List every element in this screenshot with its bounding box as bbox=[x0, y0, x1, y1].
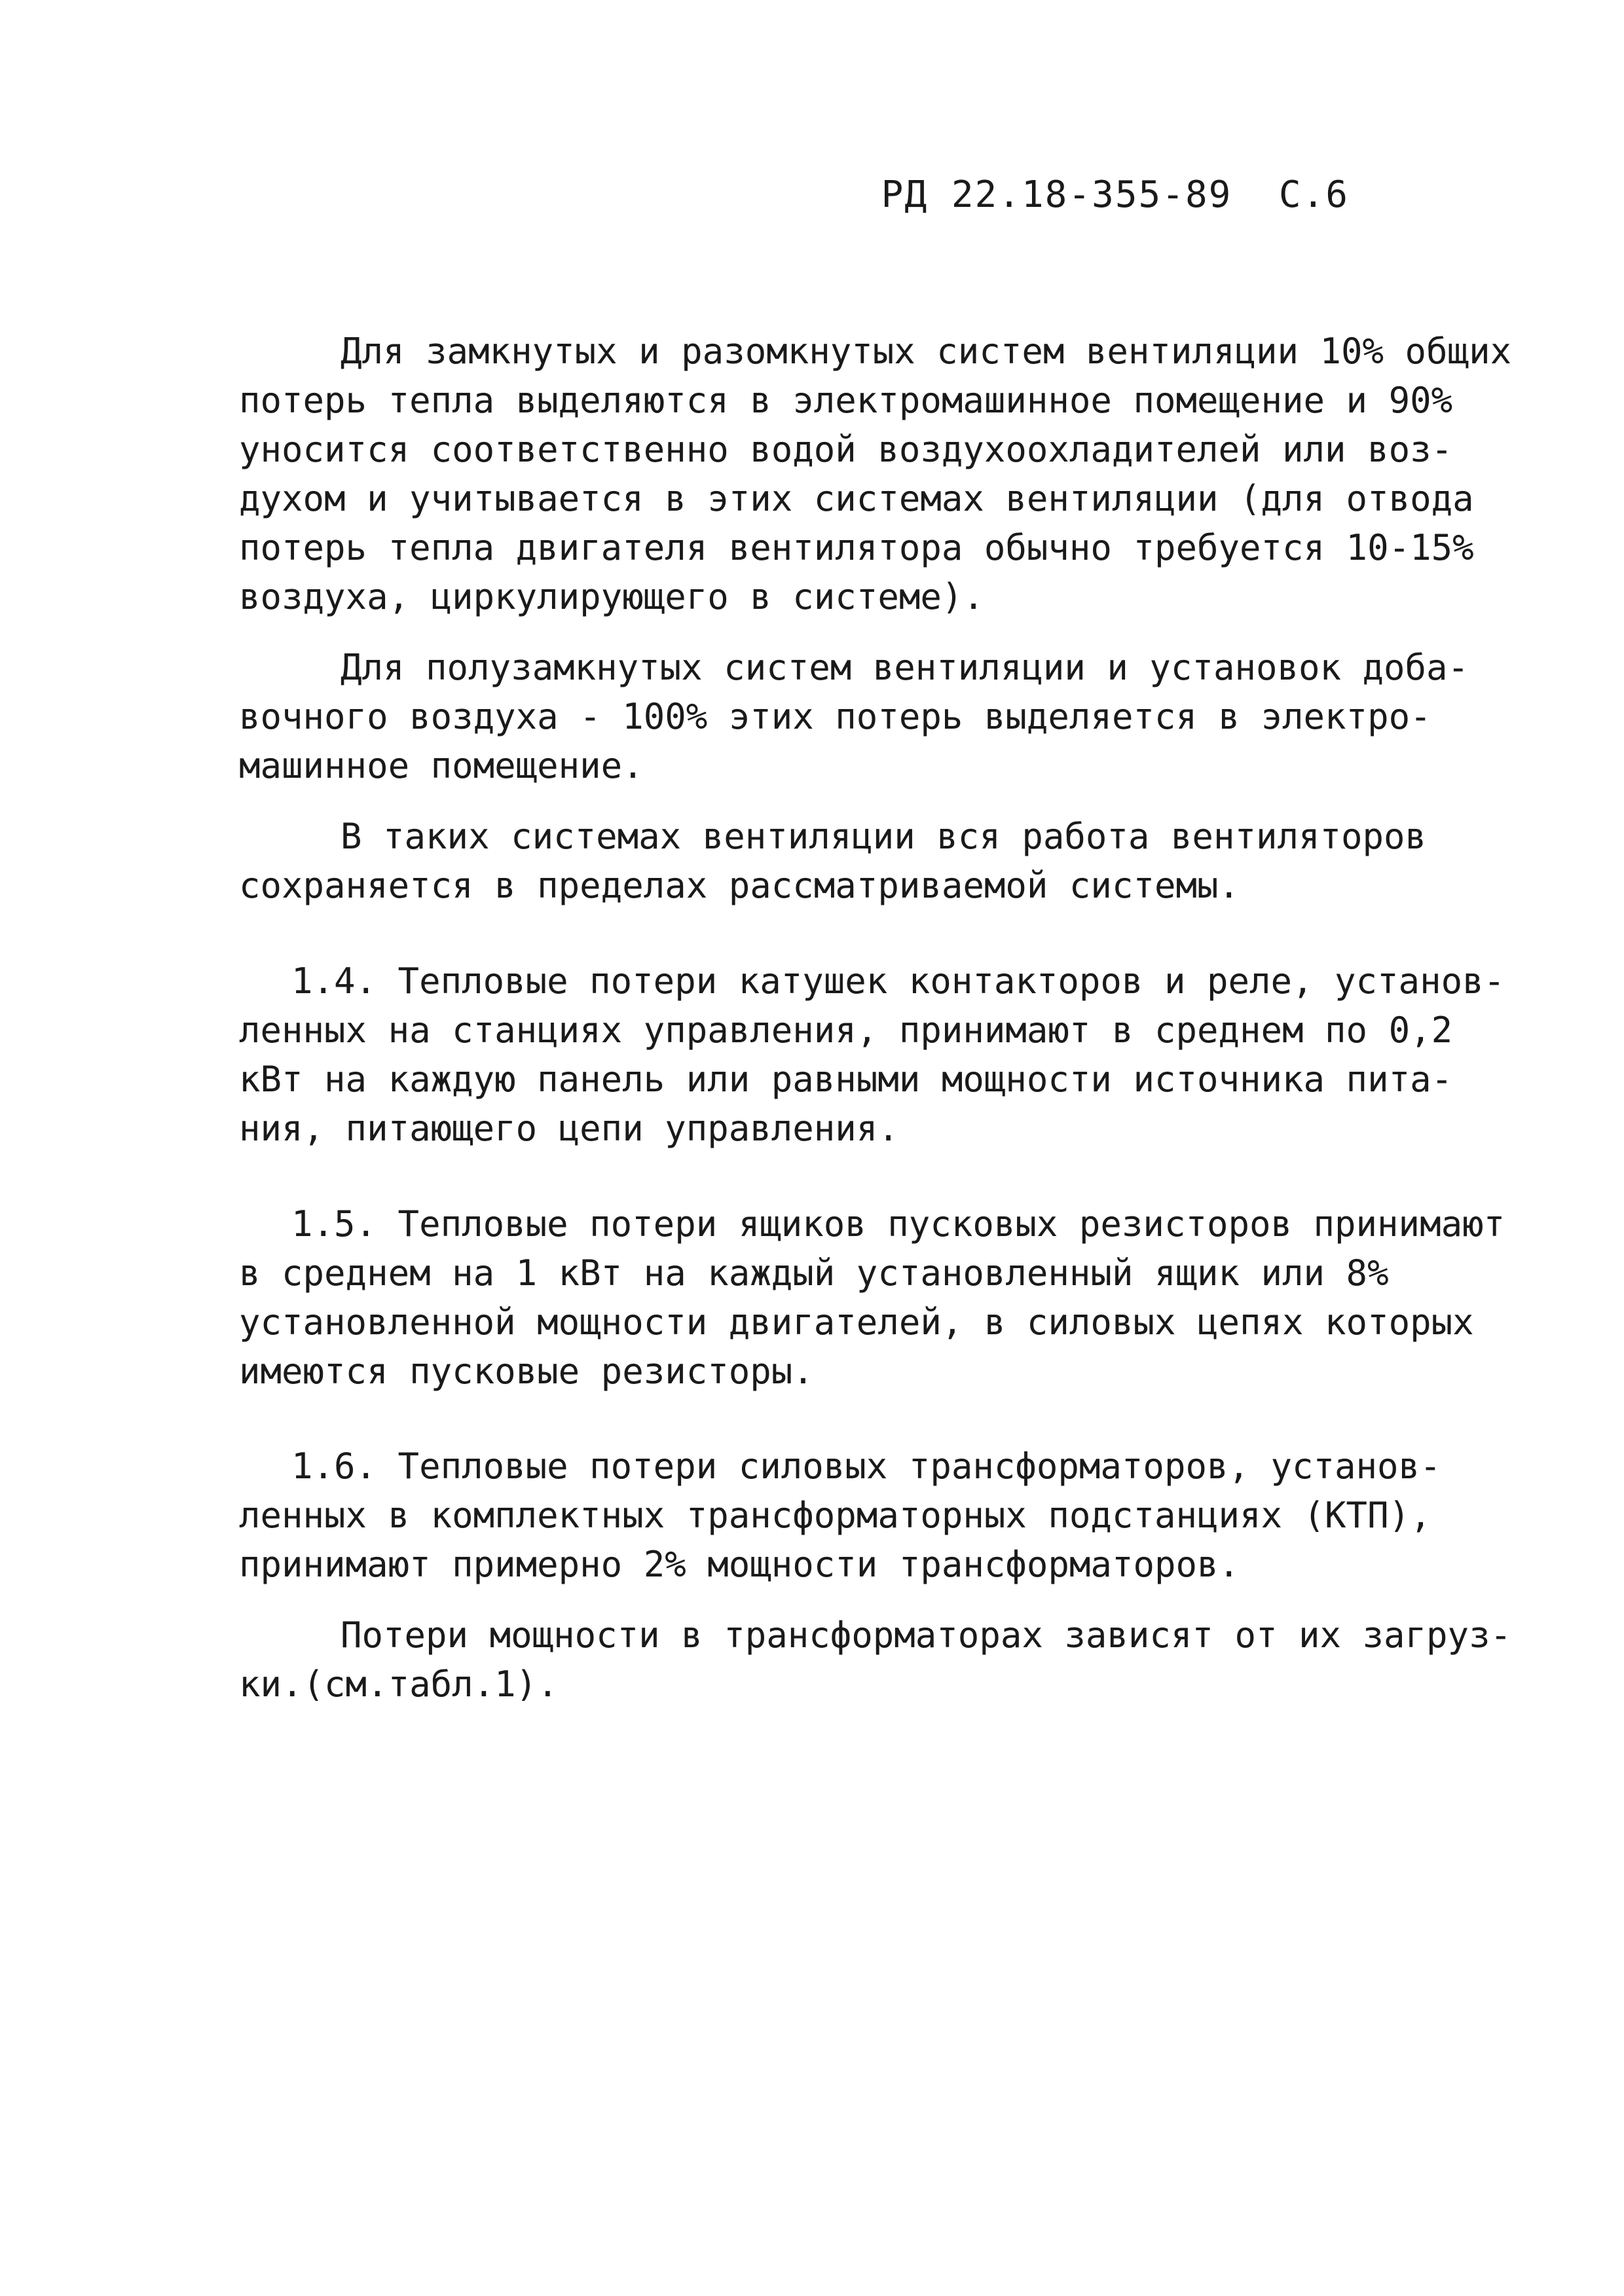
paragraph-line: ки.(см.табл.1). bbox=[239, 1664, 559, 1705]
paragraph-line: духом и учитывается в этих системах вентиляции (для отвода bbox=[239, 478, 1474, 519]
paragraph-line: Потери мощности в трансформаторах зависят от их загруз- bbox=[341, 1614, 1512, 1656]
paragraph-line: потерь тепла выделяются в электромашинное помещение и 90% bbox=[239, 380, 1453, 421]
paragraph-line: Для замкнутых и разомкнутых систем вентиляции 10% общих bbox=[341, 331, 1512, 372]
paragraph-line: в среднем на 1 кВт на каждый установленный ящик или 8% bbox=[239, 1252, 1389, 1294]
section-1-4-line: 1.4. Тепловые потери катушек контакторов и реле, установ- bbox=[291, 960, 1505, 1002]
paragraph-line: сохраняется в пределах рассматриваемой системы. bbox=[239, 865, 1240, 906]
page-header bbox=[881, 173, 1349, 216]
paragraph-line: установленной мощности двигателей, в силовых цепях которых bbox=[239, 1302, 1474, 1343]
document-code: РД 22.18-355-89 bbox=[881, 173, 1232, 216]
paragraph-line: имеются пусковые резисторы. bbox=[239, 1351, 814, 1392]
paragraph-line: вочного воздуха - 100% этих потерь выделяется в электро- bbox=[239, 696, 1431, 737]
paragraph-line: принимают примерно 2% мощности трансформаторов. bbox=[239, 1544, 1240, 1585]
page-number: С.6 bbox=[1278, 173, 1349, 216]
paragraph-line: Для полузамкнутых систем вентиляции и установок доба- bbox=[341, 647, 1469, 688]
paragraph-line: В таких системах вентиляции вся работа вентиляторов bbox=[341, 816, 1427, 857]
section-1-5-line: 1.5. Тепловые потери ящиков пусковых резисторов принимают bbox=[291, 1203, 1505, 1245]
paragraph-line: воздуха, циркулирующего в системе). bbox=[239, 576, 984, 617]
paragraph-line: кВт на каждую панель или равными мощности источника пита- bbox=[239, 1059, 1453, 1100]
paragraph-line: уносится соответственно водой воздухоохладителей или воз- bbox=[239, 429, 1453, 470]
paragraph-line: потерь тепла двигателя вентилятора обычно требуется 10-15% bbox=[239, 527, 1474, 568]
paragraph-line: машинное помещение. bbox=[239, 745, 644, 786]
paragraph-line: ленных на станциях управления, принимают в среднем по 0,2 bbox=[239, 1010, 1453, 1051]
paragraph-line: ния, питающего цепи управления. bbox=[239, 1108, 899, 1149]
section-1-6-line: 1.6. Тепловые потери силовых трансформаторов, установ- bbox=[291, 1446, 1441, 1487]
paragraph-line: ленных в комплектных трансформаторных подстанциях (КТП), bbox=[239, 1495, 1431, 1536]
